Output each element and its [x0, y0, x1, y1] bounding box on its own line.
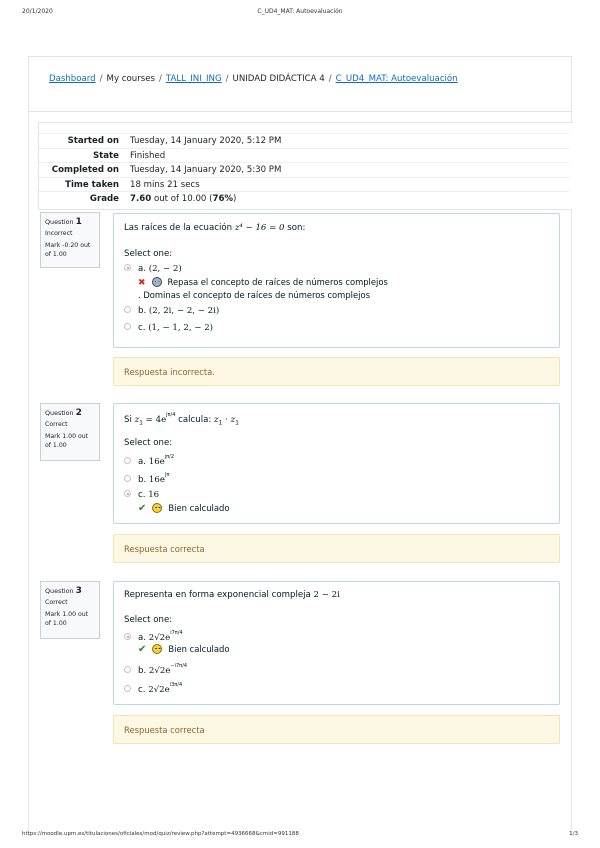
option-letter: a. [138, 457, 149, 467]
question-info-3 [40, 581, 100, 639]
print-header [0, 8, 600, 20]
question-number [45, 217, 95, 227]
feedback-text: Repasa el concepto de raíces de números complejos [167, 277, 388, 287]
option-letter: c. [138, 490, 149, 500]
option-exp: −i7π/4 [170, 663, 188, 669]
question-content-3 [113, 581, 560, 705]
attempt-summary-table [38, 122, 572, 210]
answer-option-c[interactable] [124, 682, 182, 695]
question-content-2 [113, 403, 560, 524]
print-footer [0, 831, 600, 843]
print-date: 20/1/2020 [22, 8, 53, 15]
option-exp: jπ/2 [164, 454, 175, 460]
math-z: z [134, 415, 140, 425]
option-letter: b. [138, 666, 149, 676]
feedback-text-2: . Dominas el concepto de raíces de números complejos [138, 290, 370, 300]
option-letter: b. [138, 306, 149, 316]
breadcrumb-separator: / [328, 74, 332, 84]
summary-label: Started on [67, 136, 119, 146]
radio-button[interactable] [124, 685, 131, 692]
question-info-1 [40, 212, 100, 268]
general-feedback-2 [113, 534, 560, 563]
question-text [124, 223, 305, 233]
print-doc-title: C_UD4_MAT: Autoevaluación [257, 8, 343, 15]
summary-value: Tuesday, 14 January 2020, 5:30 PM [130, 165, 282, 175]
summary-row-state [39, 148, 569, 162]
math-z: z [230, 415, 236, 425]
happy-face-icon [152, 503, 162, 513]
math-exp: jπ/4 [166, 412, 176, 418]
option-math: (1, − 1, 2, − 2) [148, 323, 214, 333]
question-state: Correct [45, 421, 68, 428]
answer-option-a[interactable] [124, 264, 182, 274]
answer-option-b[interactable] [124, 663, 187, 676]
option-exp: jπ [164, 472, 170, 478]
general-feedback-3 [113, 715, 560, 744]
answer-option-a[interactable] [124, 454, 174, 467]
print-page-number: 1/3 [569, 831, 578, 837]
answer-option-c[interactable] [124, 490, 159, 500]
question-text-prefix: Las raíces de la ecuación [124, 223, 235, 233]
summary-row-completed [39, 162, 569, 176]
correct-check-icon: ✔ [138, 503, 147, 514]
summary-row-started [39, 133, 569, 147]
breadcrumb-course[interactable]: TALL_INI_ING [165, 74, 222, 84]
breadcrumb-container [28, 56, 572, 112]
question-mark: Mark 1.00 out of 1.00 [45, 433, 89, 449]
option-math: 2√2e [148, 666, 171, 676]
math-z: z [214, 415, 219, 425]
answer-option-c[interactable] [124, 323, 213, 333]
question-mark: Mark 1.00 out of 1.00 [45, 611, 89, 627]
grade-score: 7.60 [130, 194, 152, 204]
summary-row-time-taken [39, 177, 569, 191]
question-prefix: Question [45, 587, 74, 595]
option-math: 2√2e [148, 633, 171, 643]
summary-value: Finished [130, 151, 166, 161]
option-letter: c. [138, 323, 149, 333]
summary-label: Completed on [51, 165, 119, 175]
radio-button[interactable] [124, 306, 131, 313]
summary-row-grade [39, 191, 569, 205]
option-math: (2, − 2) [148, 264, 182, 274]
summary-value [130, 194, 236, 204]
radio-button[interactable] [124, 323, 131, 330]
option-exp: i7π/4 [170, 630, 183, 636]
question-text [124, 590, 340, 600]
breadcrumb [49, 74, 458, 84]
specific-feedback [138, 503, 229, 514]
question-text-suffix: son: [284, 223, 306, 233]
option-letter: a. [138, 264, 149, 274]
option-math: 16e [148, 457, 165, 467]
option-letter: b. [138, 475, 149, 485]
question-prefix: Question [45, 218, 74, 226]
breadcrumb-separator: / [158, 74, 162, 84]
radio-button[interactable] [124, 264, 131, 271]
option-math: 2√2e [148, 685, 170, 695]
question-content-1 [113, 213, 560, 348]
grade-percent: 76% [212, 194, 234, 204]
specific-feedback [138, 644, 229, 655]
option-exp: i3π/4 [169, 682, 183, 688]
general-feedback-text: Respuesta correcta [124, 544, 205, 554]
feedback-text: Bien calculado [168, 644, 230, 654]
grade-close: ) [233, 194, 237, 204]
option-letter: a. [138, 633, 149, 643]
question-number [45, 586, 95, 596]
question-text-prefix: Representa en forma exponencial compleja [124, 590, 314, 600]
option-math: (2, 2i, − 2, − 2i) [148, 306, 220, 316]
question-info-2 [40, 403, 100, 461]
general-feedback-text: Respuesta incorrecta. [124, 367, 215, 377]
general-feedback-1 [113, 357, 560, 386]
question-state: Correct [45, 599, 68, 606]
happy-face-icon [152, 644, 162, 654]
radio-button[interactable] [124, 666, 131, 673]
summary-value: 18 mins 21 secs [130, 180, 200, 190]
general-feedback-text: Respuesta correcta [124, 725, 205, 735]
summary-value: Tuesday, 14 January 2020, 5:12 PM [130, 136, 282, 146]
specific-feedback [138, 277, 388, 288]
specific-feedback-2 [138, 290, 370, 300]
select-one-label: Select one: [124, 615, 173, 625]
question-prefix: Question [45, 409, 74, 417]
question-text-calc: calcula: [175, 415, 214, 425]
radio-button[interactable] [124, 633, 131, 640]
summary-label: Grade [89, 194, 119, 204]
math-eq: = 4e [142, 415, 167, 425]
correct-check-icon: ✔ [138, 644, 147, 655]
math-dot: · [222, 415, 231, 425]
option-letter: c. [138, 685, 149, 695]
feedback-text: Bien calculado [168, 503, 230, 513]
select-one-label: Select one: [124, 249, 173, 259]
question-text-math: z⁴ − 16 = 0 [234, 223, 285, 233]
grade-outof: out of 10.00 ( [151, 194, 213, 204]
summary-label: State [92, 151, 119, 161]
question-num: 1 [75, 217, 82, 227]
question-number [45, 408, 95, 418]
answer-option-b[interactable] [124, 472, 169, 485]
breadcrumb-dashboard[interactable]: Dashboard [49, 74, 96, 84]
breadcrumb-separator: / [225, 74, 229, 84]
radio-button[interactable] [124, 475, 131, 482]
question-mark: Mark -0.20 out of 1.00 [45, 242, 91, 258]
breadcrumb-unit: UNIDAD DIDÁCTICA 4 [232, 74, 325, 84]
question-num: 3 [75, 586, 82, 596]
question-text-prefix: Si [124, 415, 135, 425]
question-text [124, 412, 239, 427]
select-one-label: Select one: [124, 438, 173, 448]
option-math: 16 [148, 490, 160, 500]
breadcrumb-separator: / [99, 74, 103, 84]
incorrect-cross-icon: ✖ [138, 278, 146, 288]
breadcrumb-my-courses: My courses [106, 74, 155, 84]
answer-option-b[interactable] [124, 306, 219, 316]
question-text-math: 2 − 2i [313, 590, 340, 600]
option-math: 16e [148, 475, 165, 485]
print-url: https://moodle.upm.es/titulaciones/oficiales/mod/quiz/review.php?attempt=4936668&cmid=991188 [22, 831, 299, 837]
math-sub: 1 [139, 419, 143, 427]
answer-option-a[interactable] [124, 630, 183, 643]
math-sub: 1 [235, 419, 239, 427]
sad-face-icon [152, 277, 162, 287]
breadcrumb-quiz[interactable]: C_UD4_MAT: Autoevaluación [335, 74, 458, 84]
radio-button[interactable] [124, 490, 131, 497]
summary-label: Time taken [65, 180, 119, 190]
radio-button[interactable] [124, 457, 131, 464]
question-state: Incorrect [45, 230, 73, 237]
question-num: 2 [75, 408, 82, 418]
math-sub: 1 [218, 419, 223, 427]
